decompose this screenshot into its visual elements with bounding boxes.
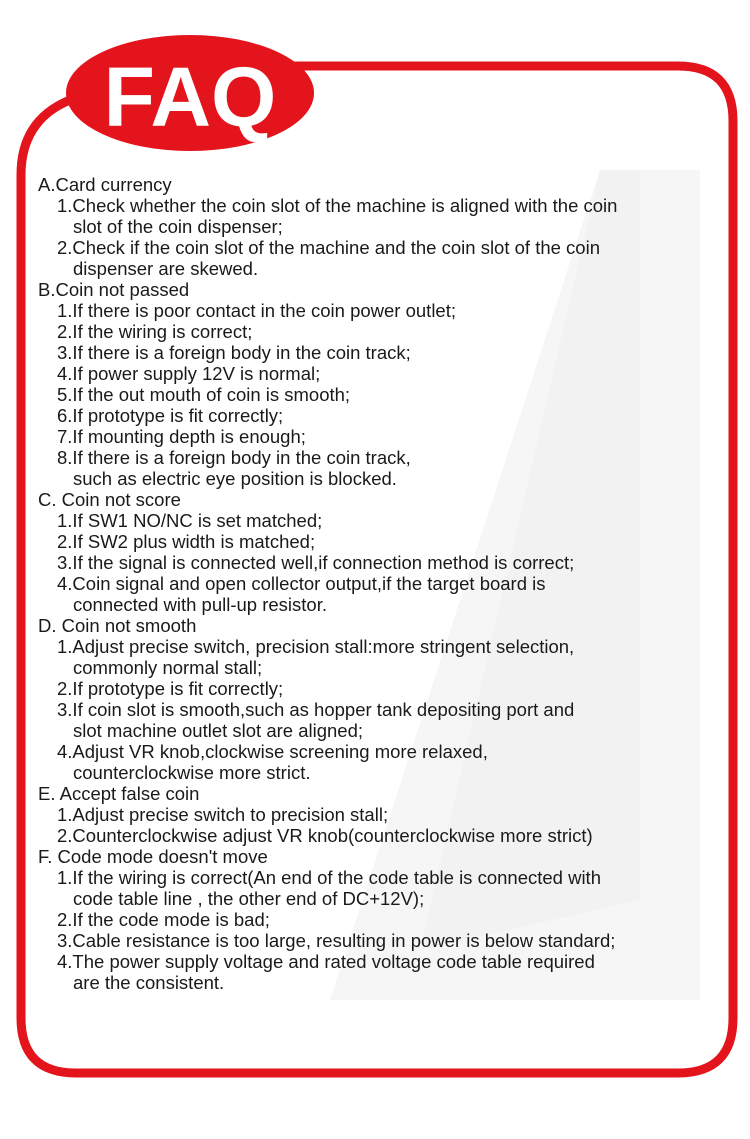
faq-item bbox=[38, 237, 728, 279]
item-text: 1.Check whether the coin slot of the machine is aligned with the coin bbox=[57, 195, 618, 216]
faq-item bbox=[38, 552, 728, 573]
faq-item bbox=[38, 930, 728, 951]
faq-item bbox=[38, 321, 728, 342]
faq-item bbox=[38, 825, 728, 846]
faq-section bbox=[38, 279, 728, 489]
item-text-continued: counterclockwise more strict. bbox=[73, 762, 311, 783]
faq-item bbox=[38, 363, 728, 384]
item-text: 5.If the out mouth of coin is smooth; bbox=[57, 384, 351, 405]
item-text: 8.If there is a foreign body in the coin track, bbox=[57, 447, 411, 468]
faq-section bbox=[38, 174, 728, 279]
faq-item bbox=[38, 447, 728, 489]
faq-item bbox=[38, 342, 728, 363]
item-text-continued: such as electric eye position is blocked. bbox=[73, 468, 397, 489]
faq-item bbox=[38, 300, 728, 321]
item-text: 2.If the code mode is bad; bbox=[57, 909, 270, 930]
item-text: 3.If coin slot is smooth,such as hopper tank depositing port and bbox=[57, 699, 575, 720]
faq-section bbox=[38, 846, 728, 993]
item-text-continued: connected with pull-up resistor. bbox=[73, 594, 327, 615]
item-text: 4.Coin signal and open collector output,if the target board is bbox=[57, 573, 546, 594]
faq-section bbox=[38, 783, 728, 846]
item-text: 7.If mounting depth is enough; bbox=[57, 426, 306, 447]
item-text: 4.If power supply 12V is normal; bbox=[57, 363, 321, 384]
item-text-continued: slot of the coin dispenser; bbox=[73, 216, 283, 237]
faq-content bbox=[38, 174, 728, 993]
item-text: 2.Counterclockwise adjust VR knob(counterclockwise more strict) bbox=[57, 825, 593, 846]
item-text: 3.If there is a foreign body in the coin track; bbox=[57, 342, 411, 363]
section-title: A.Card currency bbox=[38, 174, 172, 195]
faq-item bbox=[38, 951, 728, 993]
item-text: 6.If prototype is fit correctly; bbox=[57, 405, 284, 426]
faq-heading: FAQ bbox=[103, 50, 277, 144]
item-text: 1.If SW1 NO/NC is set matched; bbox=[57, 510, 323, 531]
item-text: 1.If there is poor contact in the coin power outlet; bbox=[57, 300, 457, 321]
item-text: 2.If prototype is fit correctly; bbox=[57, 678, 284, 699]
item-text-continued: code table line , the other end of DC+12V); bbox=[73, 888, 425, 909]
item-text: 2.Check if the coin slot of the machine and the coin slot of the coin bbox=[57, 237, 600, 258]
faq-section bbox=[38, 489, 728, 615]
item-text-continued: dispenser are skewed. bbox=[73, 258, 259, 279]
faq-item bbox=[38, 573, 728, 615]
item-text: 1.Adjust precise switch, precision stall:more stringent selection, bbox=[57, 636, 575, 657]
section-title: C. Coin not score bbox=[38, 489, 181, 510]
item-text: 1.If the wiring is correct(An end of the code table is connected with bbox=[57, 867, 601, 888]
faq-item bbox=[38, 510, 728, 531]
faq-item bbox=[38, 741, 728, 783]
item-text: 1.Adjust precise switch to precision stall; bbox=[57, 804, 389, 825]
faq-item bbox=[38, 699, 728, 741]
item-text: 3.If the signal is connected well,if connection method is correct; bbox=[57, 552, 575, 573]
faq-item bbox=[38, 909, 728, 930]
faq-item bbox=[38, 405, 728, 426]
section-title: B.Coin not passed bbox=[38, 279, 190, 300]
item-text: 4.Adjust VR knob,clockwise screening more relaxed, bbox=[57, 741, 488, 762]
item-text: 4.The power supply voltage and rated voltage code table required bbox=[57, 951, 595, 972]
faq-item bbox=[38, 678, 728, 699]
faq-item bbox=[38, 531, 728, 552]
item-text: 2.If the wiring is correct; bbox=[57, 321, 253, 342]
faq-item bbox=[38, 804, 728, 825]
faq-item bbox=[38, 426, 728, 447]
item-text-continued: commonly normal stall; bbox=[73, 657, 263, 678]
section-title: F. Code mode doesn't move bbox=[38, 846, 268, 867]
faq-item bbox=[38, 384, 728, 405]
faq-section bbox=[38, 615, 728, 783]
faq-item bbox=[38, 195, 728, 237]
section-title: E. Accept false coin bbox=[38, 783, 200, 804]
faq-item bbox=[38, 867, 728, 909]
section-title: D. Coin not smooth bbox=[38, 615, 197, 636]
item-text: 3.Cable resistance is too large, resulting in power is below standard; bbox=[57, 930, 616, 951]
item-text: 2.If SW2 plus width is matched; bbox=[57, 531, 316, 552]
faq-item bbox=[38, 636, 728, 678]
item-text-continued: are the consistent. bbox=[73, 972, 225, 993]
item-text-continued: slot machine outlet slot are aligned; bbox=[73, 720, 364, 741]
